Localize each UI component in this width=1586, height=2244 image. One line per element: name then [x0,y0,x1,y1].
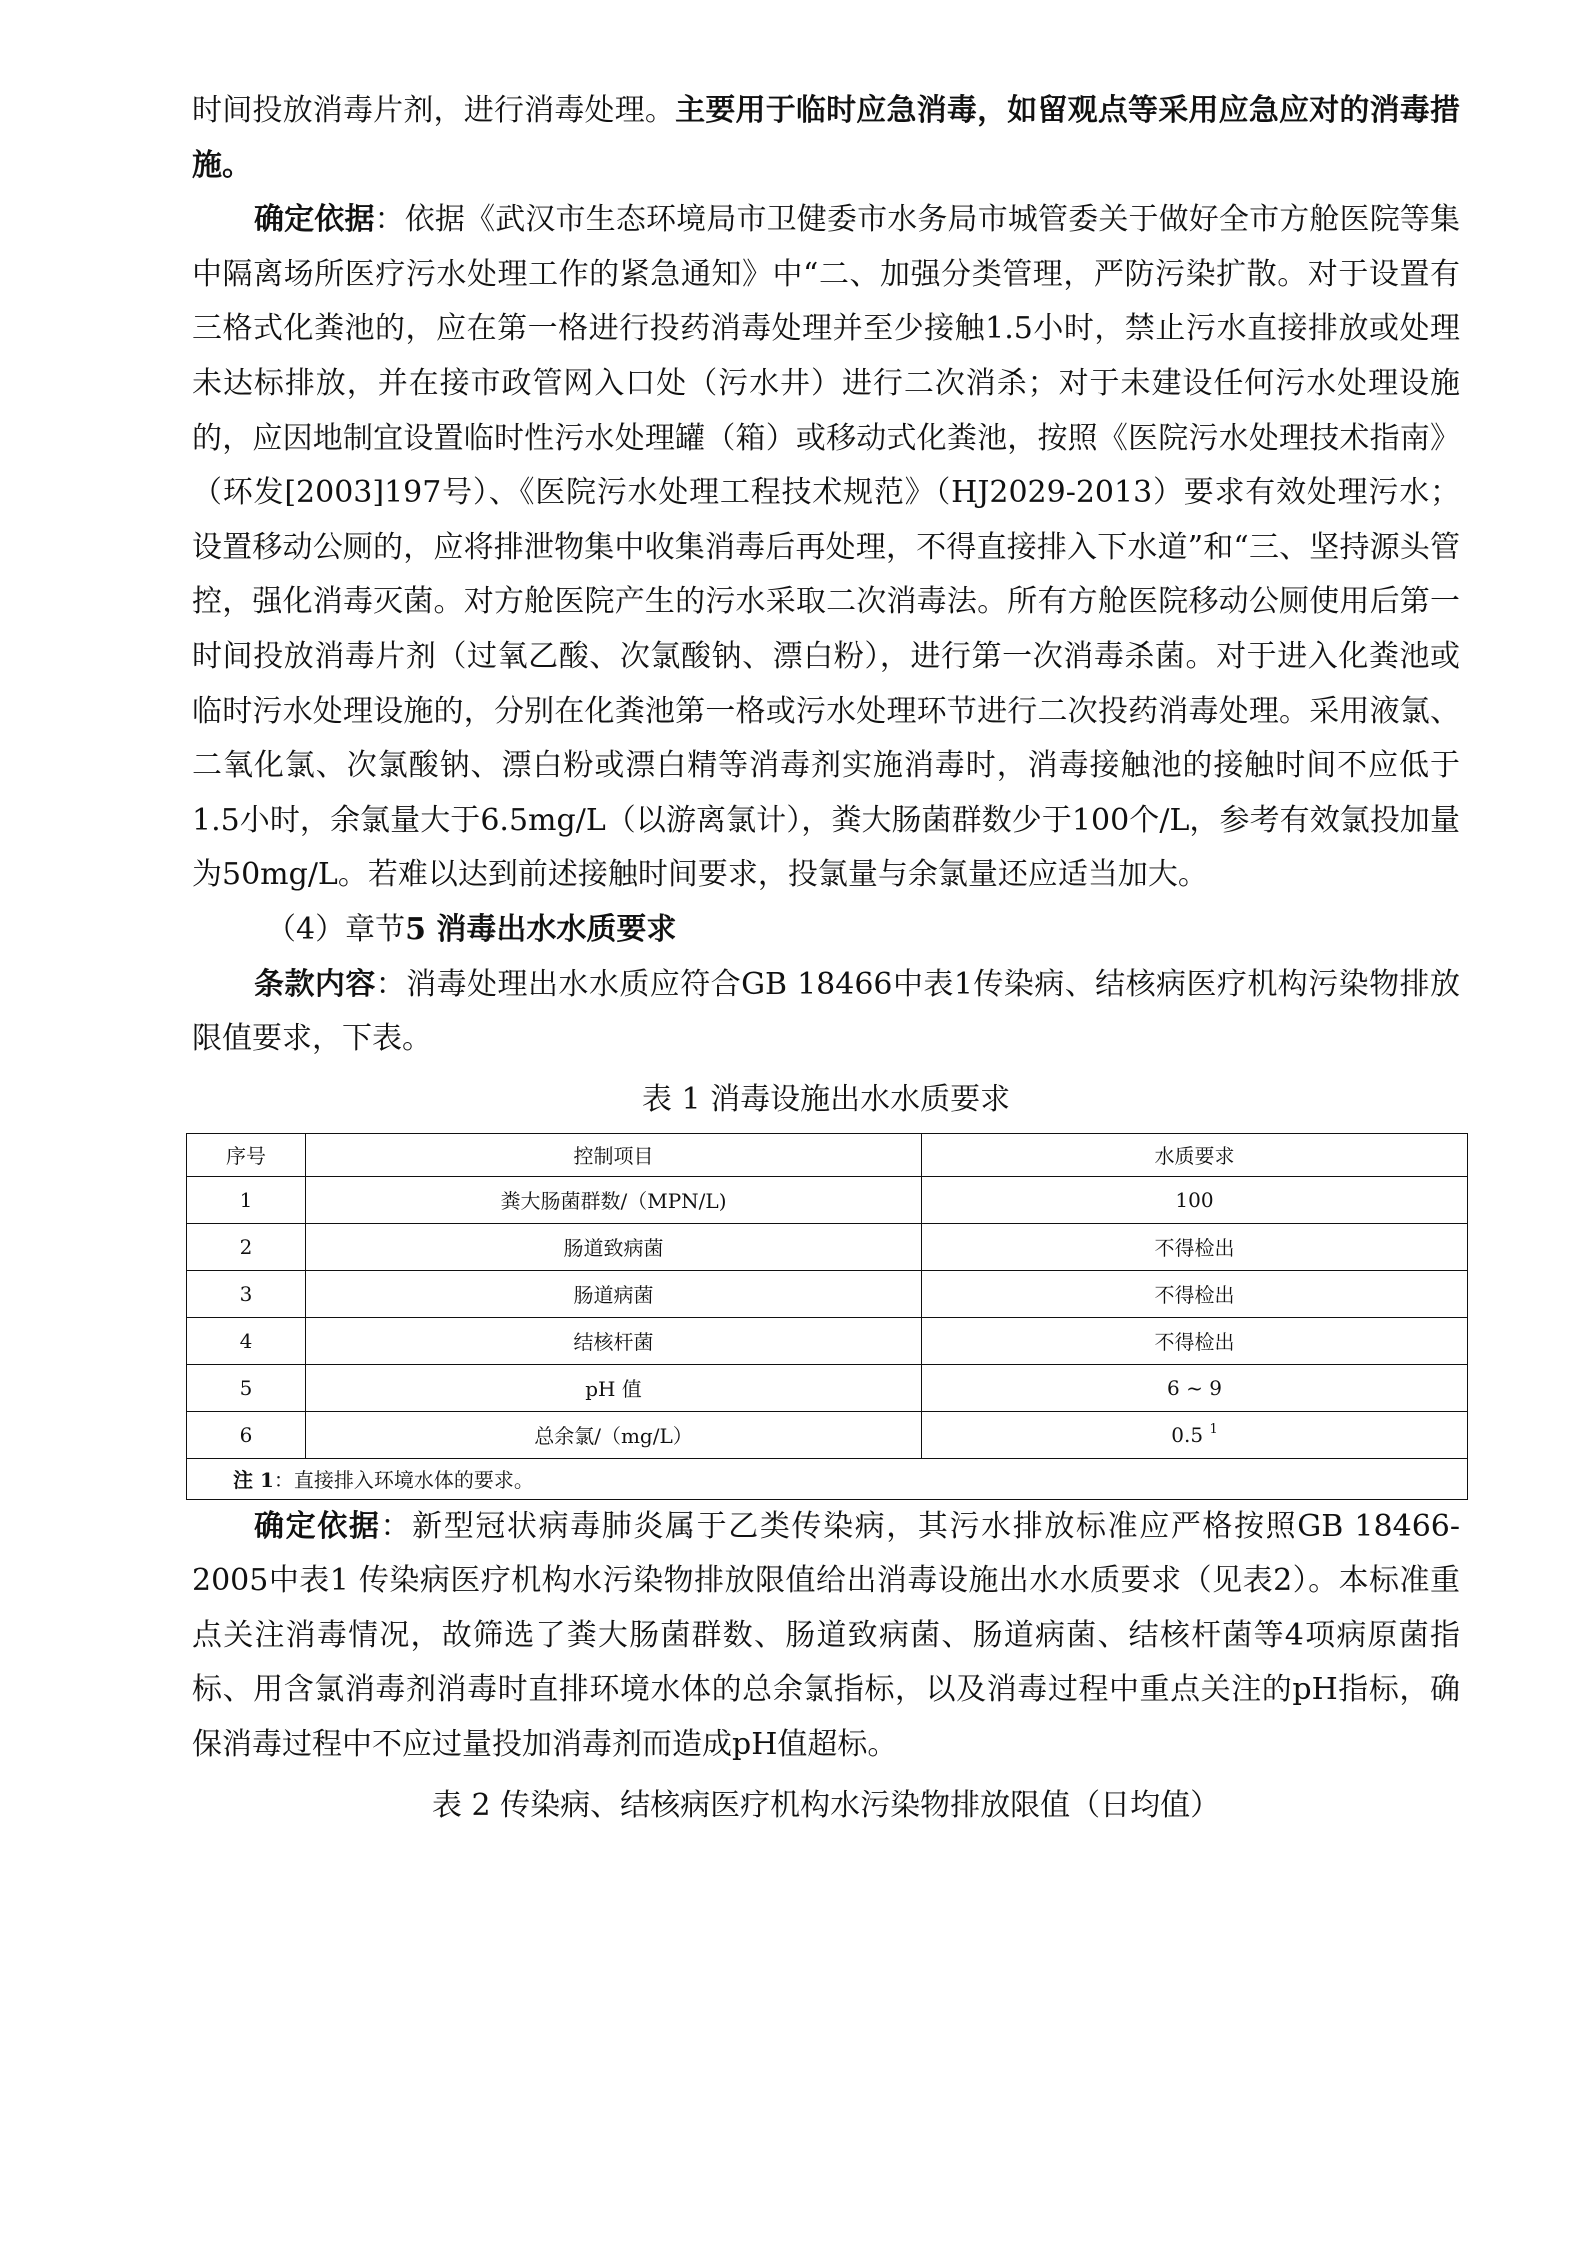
cell-requirement: 100 [922,1176,1468,1223]
cell-value: 0.5 [1171,1423,1204,1448]
table-row [187,1317,1468,1364]
header-serial: 序号 [187,1133,306,1176]
table-row [187,1176,1468,1223]
paragraph-basis-2 [192,1500,1460,1773]
cell-requirement [922,1411,1468,1458]
clause-label: 条款内容 [254,966,376,1002]
paragraph-basis-1 [192,193,1460,903]
table-row [187,1364,1468,1411]
table-row [187,1223,1468,1270]
cell-requirement: 不得检出 [922,1270,1468,1317]
basis-label: 确定依据 [254,202,375,238]
cell-requirement: 不得检出 [922,1223,1468,1270]
clause-text: ：消毒处理出水水质应符合GB 18466中表1传染病、结核病医疗机构污染物排放限值要求，下表。 [192,966,1461,1057]
table-note-row [187,1458,1468,1499]
footnote-marker: 1 [1209,1422,1218,1438]
cell-requirement: 6 ~ 9 [922,1364,1468,1411]
table-row [187,1411,1468,1458]
header-item: 控制项目 [306,1133,922,1176]
cell-serial: 2 [187,1223,306,1270]
paragraph-text: 时间投放消毒片剂，进行消毒处理。 [192,93,676,128]
paragraph-emergency-disinfection [192,84,1460,193]
table-note [187,1458,1468,1499]
cell-item: 结核杆菌 [306,1317,922,1364]
cell-requirement: 不得检出 [922,1317,1468,1364]
basis-label: 确定依据 [254,1508,381,1544]
paragraph-clause-content [192,958,1460,1067]
cell-serial: 4 [187,1317,306,1364]
cell-serial: 6 [187,1411,306,1458]
cell-item: 粪大肠菌群数/（MPN/L) [306,1176,922,1223]
cell-item: 肠道致病菌 [306,1223,922,1270]
table1-caption: 表 1 消毒设施出水水质要求 [641,1081,1011,1117]
table-row [187,1270,1468,1317]
paragraph-bold-text: 主要用于临时应急消毒，如留观点等采用应急应对的消毒措施。 [192,93,1461,183]
cell-serial: 5 [187,1364,306,1411]
header-requirement: 水质要求 [922,1133,1468,1176]
table-header-row [187,1133,1468,1176]
cell-serial: 3 [187,1270,306,1317]
note-text: ：直接排入环境水体的要求。 [273,1468,534,1493]
water-quality-table [186,1133,1468,1500]
cell-serial: 1 [187,1176,306,1223]
section-prefix: （4）章节 [266,911,406,947]
cell-item: 肠道病菌 [306,1270,922,1317]
basis-text: ：依据《武汉市生态环境局市卫健委市水务局市城管委关于做好全市方舱医院等集中隔离场所医疗污水处理工作的紧急通知》中“二、加强分类管理，严防污染扩散。对于设置有三格式化粪池的，应在第一格进行投药消毒处理并至少接触1.5小时，禁止污水直接排放或处理未达标排放，并在接市政管网入口处（污水井）进行二次消杀；对于未建设任何污水处理设施的，应因地制宜设置临时性污水处理罐（箱）或移动式化粪池，按照《医院污水处理技术指南》（环发[2003]197号）、《医院污水处理工程技术规范》（HJ2029-2013）要求有效处理污水；设置移动公厕的，应将排泄物集中收集消毒后再处理，不得直接排入下水道”和“三、坚持源头管控，强化消毒灭菌。对方舱医院产生的污水采取二次消毒法。所有方舱医院移动公厕使用后第一时间投放消毒片剂（过氧乙酸、次氯酸钠、漂白粉），进行第一次消毒杀菌。对于进入化粪池或临时污水处理设施的，分别在化粪池第一格或污水处理环节进行二次投药消毒处理。采用液氯、二氧化氯、次氯酸钠、漂白粉或漂白精等消毒剂实施消毒时，消毒接触池的接触时间不应低于1.5小时，余氯量大于6.5mg/L（以游离氯计），粪大肠菌群数少于100个/L，参考有效氯投加量为50mg/L。若难以达到前述接触时间要求，投氯量与余氯量还应适当加大。 [192,202,1461,893]
section-title: 5 消毒出水水质要求 [405,911,677,947]
note-label: 注 1 [233,1468,274,1493]
cell-item: 总余氯/（mg/L） [306,1411,922,1458]
basis-text: ：新型冠状病毒肺炎属于乙类传染病，其污水排放标准应严格按照GB 18466-2005中表1 传染病医疗机构水污染物排放限值给出消毒设施出水水质要求（见表2）。本标准重点关注消毒情况，故筛选了粪大肠菌群数、肠道致病菌、肠道病菌、结核杆菌等4项病原菌指标、用含氯消毒剂消毒时直排环境水体的总余氯指标，以及消毒过程中重点关注的pH指标，确保消毒过程中不应过量投加消毒剂而造成pH值超标。 [192,1508,1461,1763]
document-page [192,84,1460,1833]
table2-caption: 表 2 传染病、结核病医疗机构水污染物排放限值（日均值） [431,1787,1221,1823]
cell-item: pH 值 [306,1364,922,1411]
section-heading [192,903,1460,958]
